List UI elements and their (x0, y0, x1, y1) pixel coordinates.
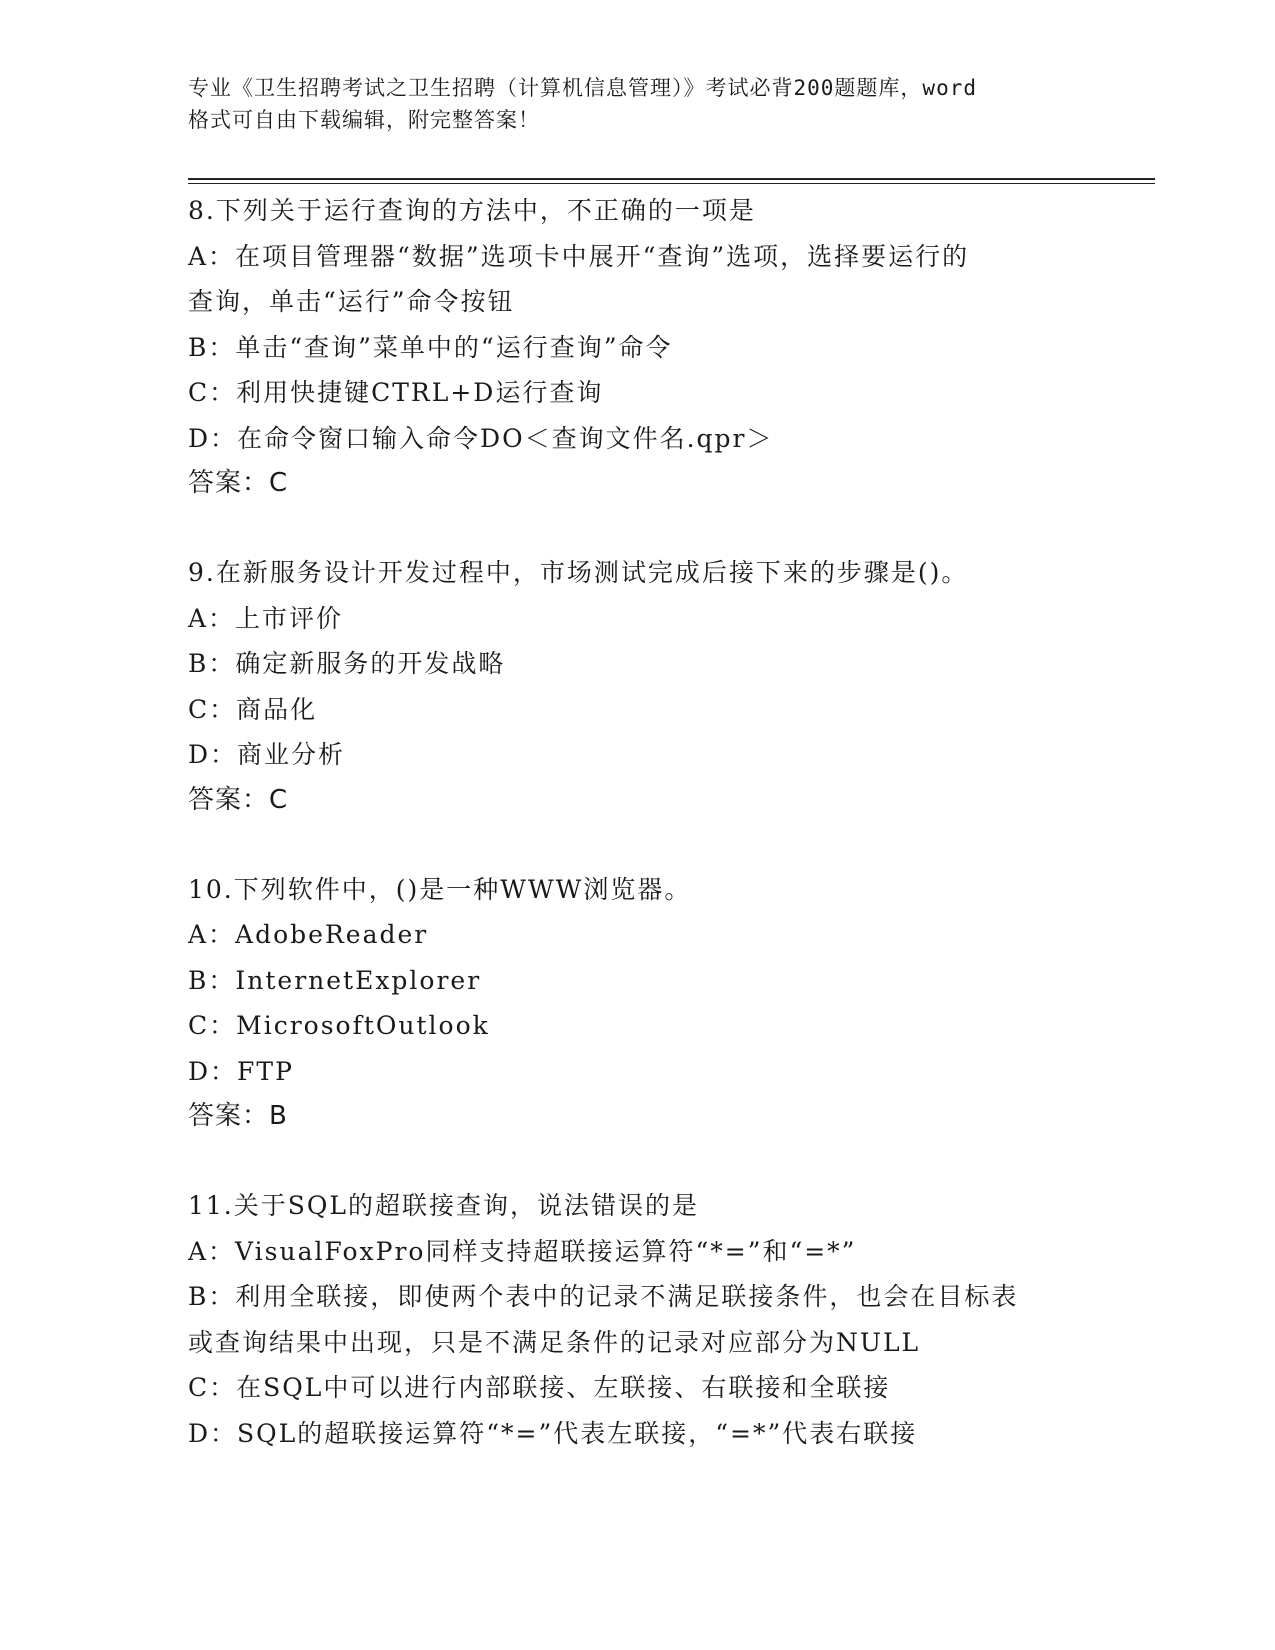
question-option: B：利用全联接，即使两个表中的记录不满足联接条件，也会在目标表 (188, 1282, 1019, 1311)
question-answer: 答案：B (188, 1101, 288, 1131)
question-option: C：MicrosoftOutlook (188, 1011, 490, 1040)
question-answer: 答案：C (188, 784, 289, 815)
question-stem: 9.在新服务设计开发过程中，市场测试完成后接下来的步骤是()。 (188, 558, 969, 587)
question-stem: 8.下列关于运行查询的方法中，不正确的一项是 (188, 196, 756, 225)
question-item (188, 1183, 1088, 1456)
question-option: A：AdobeReader (188, 920, 429, 949)
question-option: A：在项目管理器“数据”选项卡中展开“查询”选项，选择要运行的 (188, 241, 970, 271)
question-item (188, 867, 1088, 1140)
question-option: D：FTP (188, 1056, 294, 1086)
question-option: D：商业分析 (188, 740, 346, 769)
question-option: B：确定新服务的开发战略 (188, 649, 506, 678)
question-option: A：上市评价 (188, 603, 344, 633)
question-option: C：利用快捷键CTRL+D运行查询 (188, 378, 604, 407)
header-divider-thin (188, 183, 1155, 184)
question-option: B：InternetExplorer (188, 965, 482, 995)
question-stem: 10.下列软件中，()是一种WWW浏览器。 (188, 874, 692, 904)
question-option: C：商品化 (188, 694, 318, 724)
question-option: D：在命令窗口输入命令DO＜查询文件名.qpr＞ (188, 423, 774, 453)
document-header (188, 72, 1088, 136)
question-option: C：在SQL中可以进行内部联接、左联接、右联接和全联接 (188, 1373, 891, 1402)
question-item (188, 550, 1088, 823)
question-option: A：VisualFoxPro同样支持超联接运算符“*=”和“=*” (188, 1236, 857, 1266)
question-stem: 11.关于SQL的超联接查询，说法错误的是 (188, 1191, 699, 1220)
question-item (188, 188, 1088, 506)
question-list (188, 188, 1088, 1500)
question-option: B：单击“查询”菜单中的“运行查询”命令 (188, 332, 673, 362)
header-divider-thick (188, 178, 1155, 180)
header-line: 格式可自由下载编辑，附完整答案！ (188, 108, 540, 132)
question-answer: 答案：C (188, 468, 289, 498)
question-option: D：SQL的超联接运算符“*=”代表左联接，“=*”代表右联接 (188, 1418, 918, 1448)
header-line: 专业《卫生招聘考试之卫生招聘（计算机信息管理）》考试必背200题题库，word (188, 76, 977, 100)
question-option: 或查询结果中出现，只是不满足条件的记录对应部分为NULL (188, 1327, 921, 1357)
question-option: 查询，单击“运行”命令按钮 (188, 287, 515, 316)
